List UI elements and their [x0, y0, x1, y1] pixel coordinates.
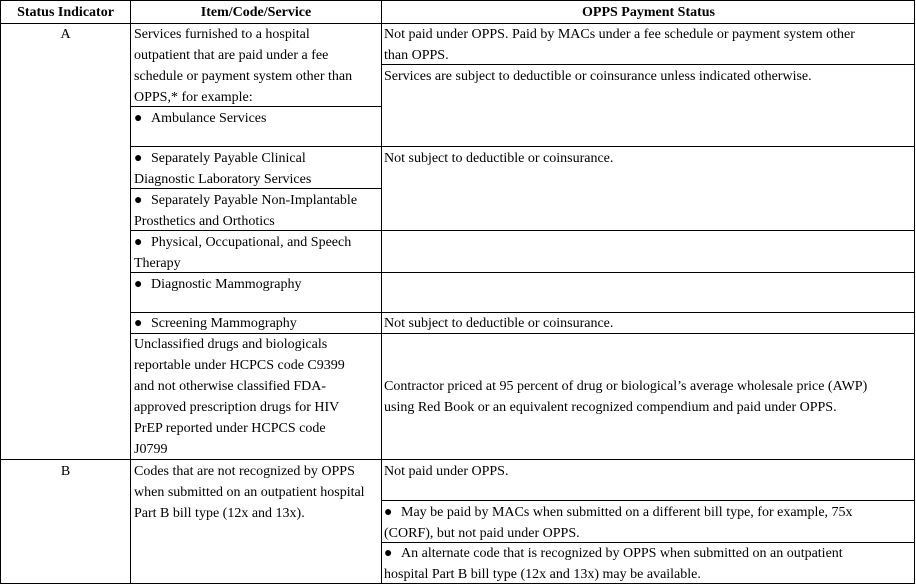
status-b-may-be-paid [384, 502, 853, 544]
bullet-icon: ● [134, 151, 143, 166]
text-line: Services furnished to a hospital [134, 27, 310, 42]
bullet-icon: ● [134, 193, 143, 208]
item-diagnostic-mammography [134, 274, 301, 295]
status-screening-mammography: Not subject to deductible or coinsurance. [384, 316, 614, 331]
status-divider [381, 272, 915, 273]
text-line: reportable under HCPCS code C9399 [134, 358, 345, 373]
text-line: Prosthetics and Orthotics [134, 214, 275, 229]
status-indicator-a: A [60, 27, 71, 42]
text-line: Separately Payable Clinical [151, 151, 306, 166]
item-prosthetics [134, 190, 357, 232]
text-line: outpatient that are paid under a fee [134, 48, 329, 63]
header-status-indicator: Status Indicator [17, 5, 114, 20]
column-divider-2 [381, 0, 382, 584]
text-line: Separately Payable Non-Implantable [151, 193, 358, 208]
text-line: (CORF), but not paid under OPPS. [384, 526, 580, 541]
text-line: PrEP reported under HCPCS code [134, 421, 326, 436]
status-b-alternate-code [384, 543, 843, 585]
text-line: using Red Book or an equivalent recognized compendium and paid under OPPS. [384, 400, 837, 415]
text-line: Codes that are not recognized by OPPS [134, 464, 355, 479]
column-divider-1 [130, 0, 131, 584]
status-divider [381, 500, 915, 501]
item-services-intro [134, 24, 352, 108]
status-deductible-coinsurance: Services are subject to deductible or coinsurance unless indicated otherwise. [384, 69, 812, 84]
text-line: OPPS,* for example: [134, 90, 253, 105]
status-divider [381, 146, 915, 147]
item-clinical-lab [134, 148, 311, 190]
text-line: May be paid by MACs when submitted on a different bill type, for example, 75x [401, 505, 853, 520]
bullet-icon: ● [134, 111, 143, 126]
text-line: Ambulance Services [151, 111, 267, 126]
text-line: Unclassified drugs and biologicals [134, 337, 328, 352]
text-line: Therapy [134, 256, 181, 271]
bullet-icon: ● [134, 235, 143, 250]
text-line: Diagnostic Mammography [151, 277, 302, 292]
text-line: schedule or payment system other than [134, 69, 353, 84]
text-line: when submitted on an outpatient hospital [134, 485, 365, 500]
bullet-icon: ● [384, 505, 393, 520]
item-therapy [134, 232, 351, 274]
text-line: An alternate code that is recognized by OPPS when submitted on an outpatient [401, 546, 843, 561]
text-line: than OPPS. [384, 48, 449, 63]
table-border-top [0, 0, 915, 1]
text-line: Screening Mammography [151, 316, 297, 331]
text-line: approved prescription drugs for HIV [134, 400, 340, 415]
header-opps-payment-status: OPPS Payment Status [582, 5, 715, 20]
text-line: and not otherwise classified FDA- [134, 379, 327, 394]
table-border-right [914, 0, 915, 584]
text-line: J0799 [134, 442, 168, 457]
item-unrecognized-codes [134, 461, 365, 524]
status-clinical-lab: Not subject to deductible or coinsurance. [384, 151, 614, 166]
text-line: Diagnostic Laboratory Services [134, 172, 312, 187]
status-b-not-paid: Not paid under OPPS. [384, 464, 509, 479]
table-border-left [0, 0, 1, 584]
bullet-icon: ● [384, 546, 393, 561]
item-unclassified-drugs [134, 334, 345, 460]
item-ambulance-services [134, 108, 266, 129]
text-line: Part B bill type (12x and 13x). [134, 506, 305, 521]
text-line: hospital Part B bill type (12x and 13x) may be available. [384, 567, 701, 582]
status-divider [381, 230, 915, 231]
bullet-icon: ● [134, 316, 143, 331]
status-not-paid-opps [384, 24, 855, 66]
item-divider [130, 146, 381, 147]
text-line: Physical, Occupational, and Speech [151, 235, 352, 250]
header-item-code-service: Item/Code/Service [200, 5, 312, 20]
bullet-icon: ● [134, 277, 143, 292]
item-screening-mammography [134, 313, 297, 334]
text-line: Contractor priced at 95 percent of drug or biological’s average wholesale price (AWP) [384, 379, 868, 394]
status-indicator-b: B [60, 464, 71, 479]
status-unclassified-drugs [384, 376, 867, 418]
text-line: Not paid under OPPS. Paid by MACs under a fee schedule or payment system other [384, 27, 855, 42]
